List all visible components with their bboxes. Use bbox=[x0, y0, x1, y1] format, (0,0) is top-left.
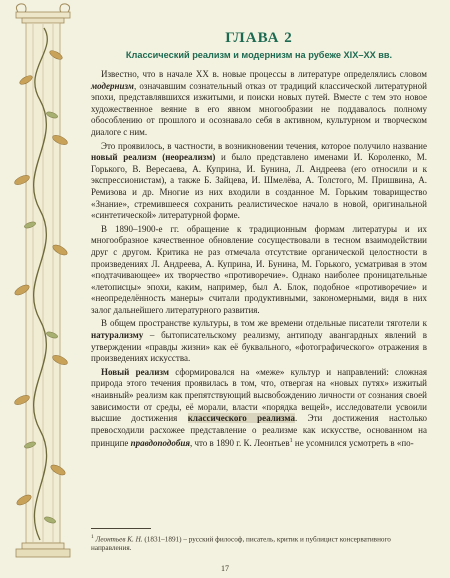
chapter-subtitle: Классический реализм и модернизм на рубеже XIX–XX вв. bbox=[125, 50, 393, 60]
page-number: 17 bbox=[221, 564, 229, 573]
footnote: $^1$ Леонтьев К. Н. (1831–1891) – русский философ, писатель, критик и публицист консервативного направления. bbox=[91, 534, 391, 553]
paragraph: Известно, что в начале XX в. новые процессы в литературе определялись словом модернизм, означавшим сознательный отказ от традиций классической литературной эпохи, представлявшихся изжитыми, и поиски новых путей. Вместе с тем это новое художественное веяние в его явном многообразии не поддавалось полному обособлению от прошлого и осознавало себя в активном, культурном и творческом диалоге с ним. bbox=[91, 69, 427, 137]
paragraph: Новый реализм сформировался на «меже» культур и направлений: сложная природа этого течения проявилась в том, что, отвергая на «новых путях» изжитый «наивный» реализм как препятствующий высвобождению личности от сознания своей зависимости от среды, её морали, власти «порядка вещей», исследователи усвоили высшие достижения классического реализма. Эти достижения настолько превосходили расхожее представление о реализме как искусстве, основанном на принципе правдоподобия, что в 1890 г. К. Леонтьев$^1$ не усомнился усмотреть в «по- bbox=[91, 366, 428, 449]
chapter-title: ГЛАВА 2 bbox=[225, 30, 293, 46]
decorative-column-illustration bbox=[0, 0, 86, 578]
paragraph: В 1890–1900-е гг. обращение к традиционным формам литературы и их многообразное качественное обновление сосуществовали в тесном взаимодействии друг с другом. Критика не раз отмечала отсутствие органической целостности в произведениях Л. Андреева, А. Куприна, И. Бунина, М. Горького, усматривая в этом «подтачивающее» их творчество «противоречие». Однако наиболее проницательные «летописцы» эпохи, каким, например, был А. Блок, подобное «противоречие» и «неопределённость манеры» считали продуктивными, закономерными, видя в них залог дальнейшего литературного развития. bbox=[91, 223, 427, 315]
footnote-marker[interactable]: 1 bbox=[289, 438, 293, 445]
footnote-divider bbox=[91, 528, 151, 529]
paragraph: Это проявилось, в частности, в возникновении течения, которое получило название новый реализм (неореализм) и было представлено именами И. Корoленко, М. Горького, В. Вересаева, А. Куприна, И. Бунина, Л. Андреева (его относили и к экспрессионистам), а также Б. Зайцева, И. Шмелёва, А. Толстого, М. Пришвина, А. Ремизова и др. Многие из них входили в созданное М. Горьким товарищество «Знание», стремившееся сохранить реалистическое начало в новой, оригинальной «синтетической» литературной форме. bbox=[91, 140, 427, 221]
paragraph: В общем пространстве культуры, в том же времени отдельные писатели тяготели к натурализму – бытописательскому реализму, антиподу авангардных явлений в утверждении «правды жизни» как её буквального, «фотографического» отражения в произведениях искусства. bbox=[91, 318, 427, 364]
main-text bbox=[91, 30, 427, 452]
